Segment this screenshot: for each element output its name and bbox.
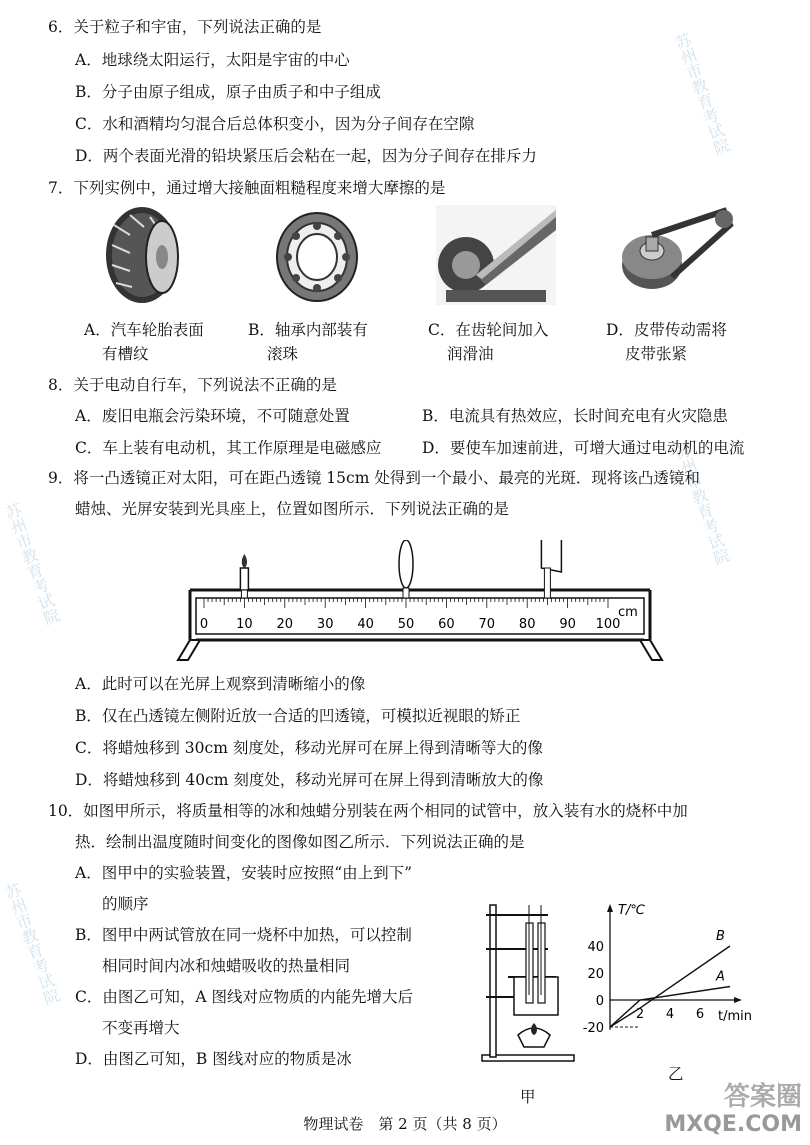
q10-option-d: D．由图乙可知，B 图线对应的物质是冰 [75, 1050, 352, 1068]
bench-tick-label: 30 [316, 617, 334, 632]
q7-option-c-line1: C．在齿轮间加入 [428, 321, 549, 339]
bench-unit: cm [618, 605, 638, 620]
temperature-time-chart [578, 900, 778, 1060]
q9-stem-line1: 9．将一凸透镜正对太阳，可在距凸透镜 15cm 处得到一个最小、最亮的光斑．现将该凸透镜和 [48, 469, 700, 487]
heating-apparatus-figure [478, 895, 578, 1080]
q6-stem: 6．关于粒子和宇宙，下列说法正确的是 [48, 18, 322, 36]
q10-option-b-line2: 相同时间内冰和烛蜡吸收的热量相同 [102, 957, 351, 975]
x-tick-label: 2 [635, 1007, 645, 1022]
x-tick-label: 6 [695, 1007, 705, 1022]
optical-bench-figure [170, 540, 670, 665]
series-A-label: A [716, 969, 725, 985]
q8-option-c: C．车上装有电动机，其工作原理是电磁感应 [75, 439, 382, 457]
q10-option-a-line1: A．图甲中的实验装置，安装时应按照“由上到下” [75, 864, 413, 882]
q6-option-d: D．两个表面光滑的铅块紧压后会粘在一起，因为分子间存在排斥力 [75, 147, 537, 165]
figure-jia-label: 甲 [520, 1088, 536, 1106]
q10-stem-line1: 10．如图甲所示，将质量相等的冰和烛蜡分别装在两个相同的试管中，放入装有水的烧杯中加 [48, 802, 688, 820]
y-tick-label: 0 [595, 994, 604, 1009]
bench-tick-label: 20 [276, 617, 294, 632]
bench-tick-label: 0 [199, 617, 209, 632]
bench-tick-label: 70 [478, 617, 496, 632]
gear-oil-icon [436, 205, 556, 305]
q10-option-c-line2: 不变再增大 [102, 1019, 180, 1037]
q8-stem: 8．关于电动自行车，下列说法不正确的是 [48, 376, 337, 394]
q8-option-b: B．电流具有热效应，长时间充电有火灾隐患 [422, 407, 728, 425]
bench-tick-label: 90 [559, 617, 576, 632]
figure-yi-label: 乙 [668, 1065, 684, 1083]
q9-stem-line2: 蜡烛、光屏安装到光具座上，位置如图所示．下列说法正确的是 [75, 500, 510, 518]
site-logo-text: 答案圈 [723, 1082, 802, 1112]
y-axis-arrow [607, 904, 613, 912]
q9-option-c: C．将蜡烛移到 30cm 刻度处，移动光屏可在屏上得到清晰等大的像 [75, 739, 543, 757]
q7-option-a-line2: 有槽纹 [102, 345, 149, 363]
x-axis-arrow [734, 997, 742, 1003]
bench-tick-label: 100 [595, 617, 621, 632]
page-footer: 物理试卷 第 2 页（共 8 页） [303, 1115, 507, 1133]
q7-option-a-line1: A．汽车轮胎表面 [84, 321, 204, 339]
q10-option-c-line1: C．由图乙可知，A 图线对应物质的内能先增大后 [75, 988, 413, 1006]
bearing-icon [272, 210, 362, 305]
site-logo-url: MXQE.COM [664, 1112, 802, 1137]
q6-option-b: B．分子由原子组成，原子由质子和中子组成 [75, 83, 381, 101]
q6-option-a: A．地球绕太阳运行，太阳是宇宙的中心 [75, 51, 350, 69]
y-tick-label: -20 [582, 1021, 604, 1036]
tire-icon [100, 205, 190, 305]
q10-option-a-line2: 的顺序 [102, 895, 149, 913]
bench-tick-label: 80 [518, 617, 536, 632]
q9-option-a: A．此时可以在光屏上观察到清晰缩小的像 [75, 675, 366, 693]
y-axis-label: T/℃ [618, 903, 645, 918]
site-logo [664, 1083, 802, 1139]
candle-icon [240, 554, 248, 598]
x-tick-label: 4 [665, 1007, 675, 1022]
watermark: 苏州市教育考试院 [0, 880, 63, 1008]
q6-option-c: C．水和酒精均匀混合后总体积变小，因为分子间存在空隙 [75, 115, 475, 133]
bench-tick-label: 50 [397, 617, 415, 632]
q7-option-b-line1: B．轴承内部装有 [248, 321, 368, 339]
q7-option-c-line2: 润滑油 [447, 345, 494, 363]
watermark: 苏州市教育考试院 [0, 500, 63, 628]
q7-option-b-line2: 滚珠 [267, 345, 299, 363]
q10-stem-line2: 热．绘制出温度随时间变化的图像如图乙所示．下列说法正确的是 [75, 833, 525, 851]
x-axis-label: t/min [718, 1009, 752, 1024]
q10-option-b-line1: B．图甲中两试管放在同一烧杯中加热，可以控制 [75, 926, 412, 944]
q8-option-d: D．要使车加速前进，可增大通过电动机的电流 [422, 439, 745, 457]
bench-tick-label: 40 [357, 617, 374, 632]
q8-option-a: A．废旧电瓶会污染环境，不可随意处置 [75, 407, 350, 425]
q7-option-d-line1: D．皮带传动需将 [606, 321, 727, 339]
watermark: 苏州市教育考试院 [670, 440, 733, 568]
bench-tick-label: 60 [438, 617, 455, 632]
bench-tick-label: 10 [236, 617, 253, 632]
q9-option-d: D．将蜡烛移到 40cm 刻度处，移动光屏可在屏上得到清晰放大的像 [75, 771, 544, 789]
y-tick-label: 40 [587, 940, 604, 955]
watermark: 苏州市教育考试院 [670, 30, 733, 158]
q7-option-d-line2: 皮带张紧 [625, 345, 688, 363]
y-tick-label: 20 [587, 967, 604, 982]
belt-drive-icon [612, 205, 742, 305]
q7-stem: 7．下列实例中，通过增大接触面粗糙程度来增大摩擦的是 [48, 179, 446, 197]
series-B-label: B [716, 929, 725, 944]
q9-option-b: B．仅在凸透镜左侧附近放一合适的凹透镜，可模拟近视眼的矫正 [75, 707, 521, 725]
